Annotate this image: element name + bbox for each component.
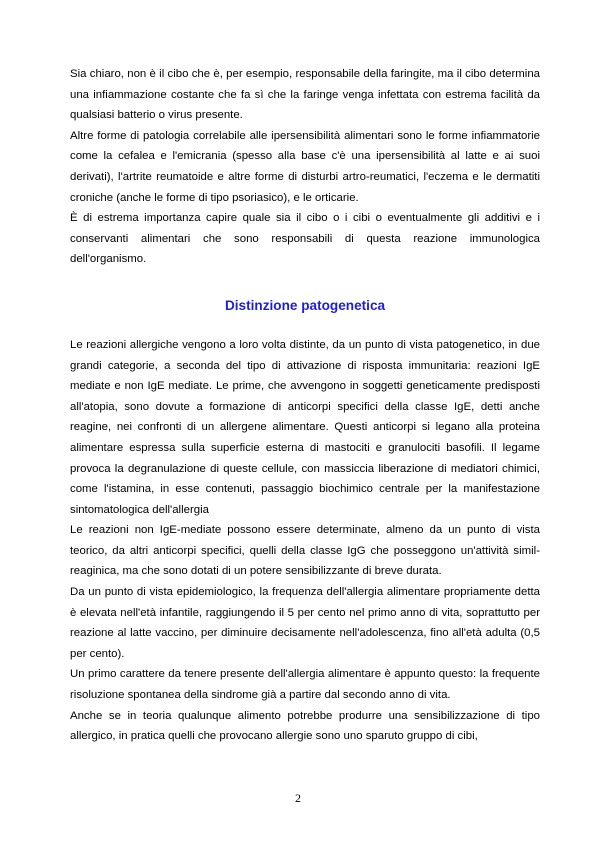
paragraph: È di estrema importanza capire quale sia il cibo o i cibi o eventualmente gli additivi e i conservanti alimentari che sono responsabili di questa reazione immunologica dell'organismo. (70, 212, 540, 266)
paragraph: Da un punto di vista epidemiologico, la frequenza dell'allergia alimentare propriamente detta è elevata nell'età infantile, raggiungendo il 5 per cento nel primo anno di vita, soprattutto per reazione al latte vaccino, per diminuire decisamente nell'adolescenza, fino all'età adulta (0,5 per cento). (70, 586, 540, 660)
section-heading: Distinzione patogenetica (224, 297, 386, 313)
paragraph: Anche se in teoria qualunque alimento potrebbe produrre una sensibilizzazione di tipo allergico, in pratica quelli che provocano allergie sono uno sparuto gruppo di cibi, (70, 709, 540, 743)
paragraph: Un primo carattere da tenere presente dell'allergia alimentare è appunto questo: la frequente risoluzione spontanea della sindrome già a partire dal secondo anno di vita. (70, 668, 540, 702)
body-section (70, 335, 540, 747)
intro-section (70, 64, 540, 270)
paragraph: Le reazioni non IgE-mediate possono essere determinate, almeno da un punto di vista teorico, da altri anticorpi specifici, quelli della classe IgG che posseggono un'attività simil-reaginica, ma che sono dotati di un potere sensibilizzante di breve durata. (70, 524, 540, 578)
document-page (70, 64, 540, 747)
page-number: 2 (295, 791, 301, 805)
paragraph: Altre forme di patologia correlabile alle ipersensibilità alimentari sono le forme infiammatorie come la cefalea e l'emicrania (spesso alla base c'è una ipersensibilità al latte e ai suoi derivati), l'artrite reumatoide e altre forme di disturbi artro-reumatici, l'eczema e le dermatiti croniche (anche le forme di tipo psoriasico), e le orticarie. (70, 129, 540, 204)
paragraph: Le reazioni allergiche vengono a loro volta distinte, da un punto di vista patogenetico, in due grandi categorie, a seconda del tipo di attivazione di risposta immunitaria: reazioni IgE mediate e non IgE mediate. Le prime, che avvengono in soggetti geneticamente predisposti all'atopia, sono dovute a formazione di anticorpi specifici della classe IgE, detti anche reagine, nei confronti di un allergene alimentare. Questi anticorpi si legano alla proteina alimentare espressa sulla superficie esterna di mastociti e granulociti basofili. Il legame provoca la degranulazione di queste cellule, con massiccia liberazione di mediatori chimici, come l'istamina, in esse contenuti, passaggio biochimico centrale per la manifestazione sintomatologica dell'allergia (70, 338, 540, 516)
paragraph: Sia chiaro, non è il cibo che è, per esempio, responsabile della faringite, ma il cibo determina una infiammazione costante che fa sì che la faringe venga infettata con estrema facilità da qualsiasi batterio o virus presente. (70, 68, 540, 122)
